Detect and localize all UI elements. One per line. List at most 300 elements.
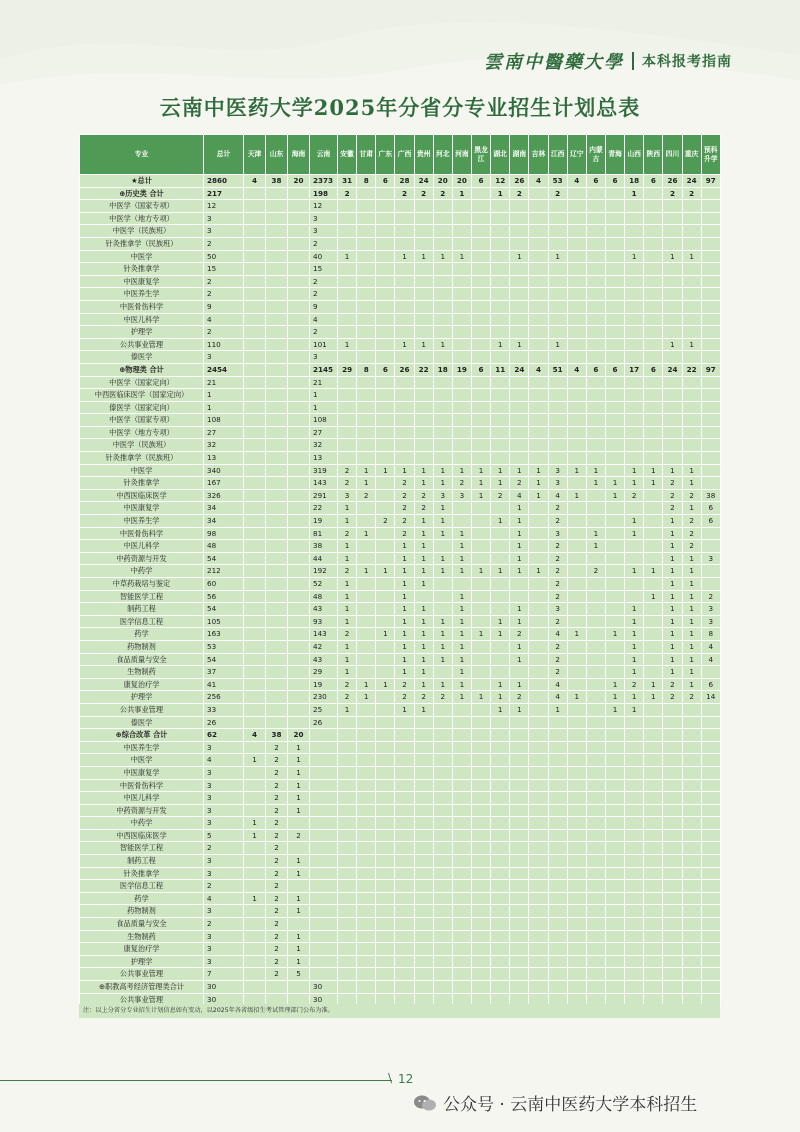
quota-cell	[682, 716, 701, 729]
quota-cell	[529, 300, 548, 313]
quota-cell: 52	[310, 578, 338, 591]
quota-cell	[244, 703, 266, 716]
quota-cell	[338, 955, 357, 968]
quota-cell	[586, 640, 605, 653]
quota-cell: 2	[204, 918, 244, 931]
quota-cell	[605, 515, 624, 528]
quota-cell	[452, 300, 471, 313]
quota-cell	[529, 401, 548, 414]
quota-cell	[266, 578, 288, 591]
major-cell: 医学信息工程	[80, 880, 204, 893]
quota-cell	[701, 477, 720, 490]
quota-cell: 1	[567, 489, 586, 502]
quota-cell	[452, 288, 471, 301]
quota-cell: 4	[529, 363, 548, 376]
table-row	[80, 540, 721, 553]
quota-cell	[625, 842, 644, 855]
quota-cell: 2	[266, 930, 288, 943]
quota-cell	[452, 754, 471, 767]
quota-cell: 26	[204, 716, 244, 729]
quota-cell: 1	[288, 955, 310, 968]
quota-cell: 22	[310, 502, 338, 515]
quota-cell: 1	[414, 250, 433, 263]
quota-cell: 1	[395, 540, 414, 553]
quota-cell	[529, 263, 548, 276]
quota-cell	[510, 351, 529, 364]
quota-cell: 2	[266, 754, 288, 767]
quota-cell	[586, 515, 605, 528]
quota-cell	[288, 678, 310, 691]
quota-cell: 167	[204, 477, 244, 490]
quota-cell	[644, 489, 663, 502]
table-row	[80, 817, 721, 830]
quota-cell	[663, 792, 682, 805]
quota-cell: 1	[338, 502, 357, 515]
quota-cell: 4	[548, 628, 567, 641]
quota-cell	[471, 666, 490, 679]
quota-cell	[471, 640, 490, 653]
table-row	[80, 628, 721, 641]
quota-cell	[414, 288, 433, 301]
quota-cell	[452, 212, 471, 225]
quota-cell	[682, 313, 701, 326]
quota-cell	[548, 426, 567, 439]
quota-cell	[663, 275, 682, 288]
quota-cell	[510, 817, 529, 830]
quota-cell	[586, 389, 605, 402]
table-row	[80, 565, 721, 578]
quota-cell	[663, 766, 682, 779]
quota-cell	[644, 653, 663, 666]
quota-cell: 2	[395, 515, 414, 528]
quota-cell: 4	[701, 640, 720, 653]
quota-cell	[625, 502, 644, 515]
quota-cell	[625, 804, 644, 817]
quota-cell	[548, 955, 567, 968]
quota-cell: 1	[682, 578, 701, 591]
table-row	[80, 351, 721, 364]
quota-cell	[567, 515, 586, 528]
quota-cell	[288, 326, 310, 339]
major-cell: 中医学（国家定向）	[80, 376, 204, 389]
quota-cell: 1	[414, 578, 433, 591]
quota-cell: 2373	[310, 175, 338, 188]
quota-cell	[266, 640, 288, 653]
quota-cell	[529, 779, 548, 792]
quota-cell	[663, 892, 682, 905]
quota-cell	[644, 855, 663, 868]
quota-cell	[357, 653, 376, 666]
quota-cell	[376, 590, 395, 603]
wechat-icon	[413, 1094, 437, 1112]
quota-cell	[395, 376, 414, 389]
quota-cell: 6	[605, 363, 624, 376]
quota-cell	[376, 766, 395, 779]
quota-cell	[567, 552, 586, 565]
quota-cell	[376, 502, 395, 515]
quota-cell	[529, 313, 548, 326]
quota-cell: 1	[376, 628, 395, 641]
quota-cell	[529, 439, 548, 452]
quota-cell	[433, 855, 452, 868]
quota-cell: 6	[586, 175, 605, 188]
major-cell: ⊕职教高考经济管理类合计	[80, 981, 204, 994]
quota-cell	[244, 212, 266, 225]
quota-cell	[414, 300, 433, 313]
column-header: 江西	[548, 135, 567, 175]
quota-cell	[605, 414, 624, 427]
quota-cell: 5	[204, 829, 244, 842]
quota-cell	[548, 376, 567, 389]
quota-cell	[395, 263, 414, 276]
major-cell: 制药工程	[80, 855, 204, 868]
quota-cell	[605, 187, 624, 200]
quota-cell	[376, 288, 395, 301]
quota-cell	[395, 968, 414, 981]
quota-cell	[395, 754, 414, 767]
quota-cell: 1	[452, 666, 471, 679]
quota-cell	[644, 666, 663, 679]
quota-cell	[701, 263, 720, 276]
quota-cell: 1	[682, 552, 701, 565]
quota-cell	[586, 703, 605, 716]
quota-cell	[452, 439, 471, 452]
quota-cell	[288, 464, 310, 477]
quota-cell	[701, 376, 720, 389]
quota-cell	[395, 351, 414, 364]
quota-cell: 1	[433, 678, 452, 691]
quota-cell	[625, 212, 644, 225]
quota-cell	[338, 892, 357, 905]
quota-cell: 24	[682, 175, 701, 188]
quota-cell: 26	[310, 716, 338, 729]
quota-cell	[414, 414, 433, 427]
quota-cell	[266, 489, 288, 502]
quota-cell: 1	[644, 678, 663, 691]
quota-cell	[586, 729, 605, 742]
quota-cell	[625, 716, 644, 729]
quota-cell	[310, 842, 338, 855]
quota-cell	[266, 981, 288, 994]
quota-cell	[452, 792, 471, 805]
quota-cell	[605, 829, 624, 842]
quota-cell	[452, 414, 471, 427]
quota-cell	[682, 943, 701, 956]
quota-cell: 1	[682, 590, 701, 603]
quota-cell	[452, 955, 471, 968]
quota-cell	[376, 968, 395, 981]
quota-cell	[266, 300, 288, 313]
quota-cell	[338, 804, 357, 817]
quota-cell	[338, 389, 357, 402]
quota-cell	[625, 918, 644, 931]
quota-cell	[471, 943, 490, 956]
quota-cell	[452, 817, 471, 830]
quota-cell	[567, 955, 586, 968]
quota-cell: 110	[204, 338, 244, 351]
quota-cell	[491, 351, 510, 364]
quota-cell	[433, 918, 452, 931]
quota-cell: 1	[288, 905, 310, 918]
quota-cell	[663, 389, 682, 402]
quota-cell	[529, 855, 548, 868]
quota-cell	[548, 930, 567, 943]
quota-cell	[529, 628, 548, 641]
quota-cell	[625, 943, 644, 956]
quota-cell	[491, 300, 510, 313]
quota-cell	[644, 703, 663, 716]
quota-cell	[548, 401, 567, 414]
quota-cell	[548, 792, 567, 805]
quota-cell: 2	[310, 326, 338, 339]
quota-cell	[510, 955, 529, 968]
quota-cell	[567, 930, 586, 943]
quota-cell: 1	[376, 565, 395, 578]
quota-cell	[266, 477, 288, 490]
quota-cell: 1	[288, 855, 310, 868]
quota-cell	[244, 918, 266, 931]
quota-cell	[625, 376, 644, 389]
quota-cell	[395, 414, 414, 427]
quota-cell	[491, 590, 510, 603]
quota-cell	[701, 288, 720, 301]
quota-cell	[567, 968, 586, 981]
quota-cell	[266, 628, 288, 641]
quota-cell: 18	[433, 363, 452, 376]
quota-cell	[244, 527, 266, 540]
quota-cell: 1	[414, 640, 433, 653]
quota-cell	[395, 842, 414, 855]
quota-cell	[567, 578, 586, 591]
quota-cell	[452, 426, 471, 439]
major-cell: 生物制药	[80, 930, 204, 943]
quota-cell	[529, 615, 548, 628]
quota-cell	[701, 880, 720, 893]
quota-cell: 1	[288, 930, 310, 943]
quota-cell	[567, 880, 586, 893]
quota-cell: 1	[586, 527, 605, 540]
quota-cell	[395, 892, 414, 905]
quota-cell	[288, 552, 310, 565]
quota-cell: 2	[204, 880, 244, 893]
quota-cell	[663, 779, 682, 792]
quota-cell	[529, 187, 548, 200]
quota-cell	[266, 200, 288, 213]
quota-cell	[433, 376, 452, 389]
quota-cell	[663, 326, 682, 339]
quota-cell	[452, 401, 471, 414]
quota-cell	[567, 426, 586, 439]
quota-cell	[357, 918, 376, 931]
table-row	[80, 376, 721, 389]
quota-cell	[567, 716, 586, 729]
quota-cell	[682, 288, 701, 301]
quota-cell	[529, 527, 548, 540]
quota-cell	[395, 955, 414, 968]
quota-cell	[548, 288, 567, 301]
quota-cell	[529, 200, 548, 213]
quota-cell	[414, 981, 433, 994]
quota-cell	[376, 981, 395, 994]
quota-cell: 3	[701, 603, 720, 616]
quota-cell	[663, 968, 682, 981]
quota-cell: 54	[204, 653, 244, 666]
quota-cell: 1	[452, 653, 471, 666]
quota-cell	[644, 263, 663, 276]
quota-cell: 1	[682, 615, 701, 628]
table-row	[80, 414, 721, 427]
quota-cell	[682, 703, 701, 716]
quota-cell: 3	[338, 489, 357, 502]
quota-cell	[414, 200, 433, 213]
major-cell: 药学	[80, 892, 204, 905]
quota-cell	[510, 981, 529, 994]
quota-cell	[310, 729, 338, 742]
quota-cell	[567, 540, 586, 553]
quota-cell: 1	[529, 477, 548, 490]
quota-cell: 1	[682, 666, 701, 679]
quota-cell	[605, 263, 624, 276]
quota-cell	[548, 439, 567, 452]
table-row	[80, 489, 721, 502]
quota-cell: 18	[625, 175, 644, 188]
quota-cell: 1	[548, 250, 567, 263]
quota-cell: 1	[625, 666, 644, 679]
quota-cell	[567, 766, 586, 779]
quota-cell	[548, 225, 567, 238]
quota-cell	[644, 628, 663, 641]
quota-cell: 1	[529, 489, 548, 502]
quota-cell	[586, 855, 605, 868]
quota-cell	[548, 754, 567, 767]
quota-cell	[491, 754, 510, 767]
quota-cell: 2	[338, 477, 357, 490]
quota-cell: 21	[204, 376, 244, 389]
quota-cell	[605, 578, 624, 591]
quota-cell: 29	[338, 363, 357, 376]
quota-cell	[548, 351, 567, 364]
quota-cell	[376, 250, 395, 263]
major-cell: 中西医临床医学（国家定向）	[80, 389, 204, 402]
quota-cell: 2	[266, 943, 288, 956]
quota-cell	[244, 578, 266, 591]
quota-cell	[644, 439, 663, 452]
quota-cell	[357, 439, 376, 452]
quota-cell	[414, 275, 433, 288]
quota-cell: 2	[310, 237, 338, 250]
quota-cell	[471, 414, 490, 427]
quota-cell	[682, 300, 701, 313]
subtotal-row	[80, 187, 721, 200]
quota-cell	[433, 766, 452, 779]
quota-cell	[567, 905, 586, 918]
quota-cell	[471, 540, 490, 553]
table-row	[80, 741, 721, 754]
major-cell: 食品质量与安全	[80, 918, 204, 931]
quota-cell	[663, 313, 682, 326]
quota-cell	[357, 666, 376, 679]
quota-cell: 31	[338, 175, 357, 188]
quota-cell	[244, 389, 266, 402]
quota-cell	[529, 716, 548, 729]
quota-cell	[644, 880, 663, 893]
column-header: 四川	[663, 135, 682, 175]
quota-cell	[625, 326, 644, 339]
quota-cell	[310, 817, 338, 830]
quota-cell	[529, 237, 548, 250]
quota-cell	[471, 678, 490, 691]
quota-cell	[682, 867, 701, 880]
quota-cell	[471, 502, 490, 515]
quota-cell	[567, 401, 586, 414]
quota-cell	[529, 225, 548, 238]
quota-cell: 2	[548, 653, 567, 666]
quota-cell	[567, 817, 586, 830]
quota-cell	[376, 615, 395, 628]
quota-cell	[567, 855, 586, 868]
quota-cell: 37	[204, 666, 244, 679]
quota-cell	[288, 489, 310, 502]
quota-cell: 34	[204, 515, 244, 528]
quota-cell	[310, 766, 338, 779]
quota-cell	[414, 376, 433, 389]
quota-cell	[338, 452, 357, 465]
quota-cell	[529, 892, 548, 905]
quota-cell	[338, 817, 357, 830]
column-header: 山东	[266, 135, 288, 175]
quota-cell: 1	[644, 565, 663, 578]
quota-cell	[605, 590, 624, 603]
quota-cell	[586, 628, 605, 641]
quota-cell: 44	[310, 552, 338, 565]
quota-cell	[644, 603, 663, 616]
quota-cell	[491, 880, 510, 893]
quota-cell: 1	[433, 477, 452, 490]
quota-cell	[452, 804, 471, 817]
quota-cell	[605, 716, 624, 729]
quota-cell	[288, 401, 310, 414]
quota-cell: 1	[510, 250, 529, 263]
quota-cell: 1	[395, 703, 414, 716]
quota-cell	[310, 968, 338, 981]
quota-cell	[605, 452, 624, 465]
quota-cell	[452, 729, 471, 742]
quota-cell	[682, 351, 701, 364]
quota-cell	[433, 716, 452, 729]
quota-cell	[529, 754, 548, 767]
quota-cell	[548, 867, 567, 880]
quota-cell: 30	[204, 981, 244, 994]
quota-cell	[625, 200, 644, 213]
quota-cell	[529, 426, 548, 439]
quota-cell	[586, 489, 605, 502]
quota-cell	[357, 829, 376, 842]
quota-cell	[701, 439, 720, 452]
quota-cell	[682, 263, 701, 276]
quota-cell	[586, 376, 605, 389]
quota-cell	[529, 842, 548, 855]
quota-cell: 38	[310, 540, 338, 553]
quota-cell: 19	[310, 678, 338, 691]
quota-cell: 1	[491, 338, 510, 351]
quota-cell	[452, 225, 471, 238]
quota-cell: 1	[452, 565, 471, 578]
quota-cell	[701, 275, 720, 288]
quota-cell	[644, 275, 663, 288]
quota-cell	[567, 867, 586, 880]
quota-cell	[548, 237, 567, 250]
quota-cell	[586, 930, 605, 943]
